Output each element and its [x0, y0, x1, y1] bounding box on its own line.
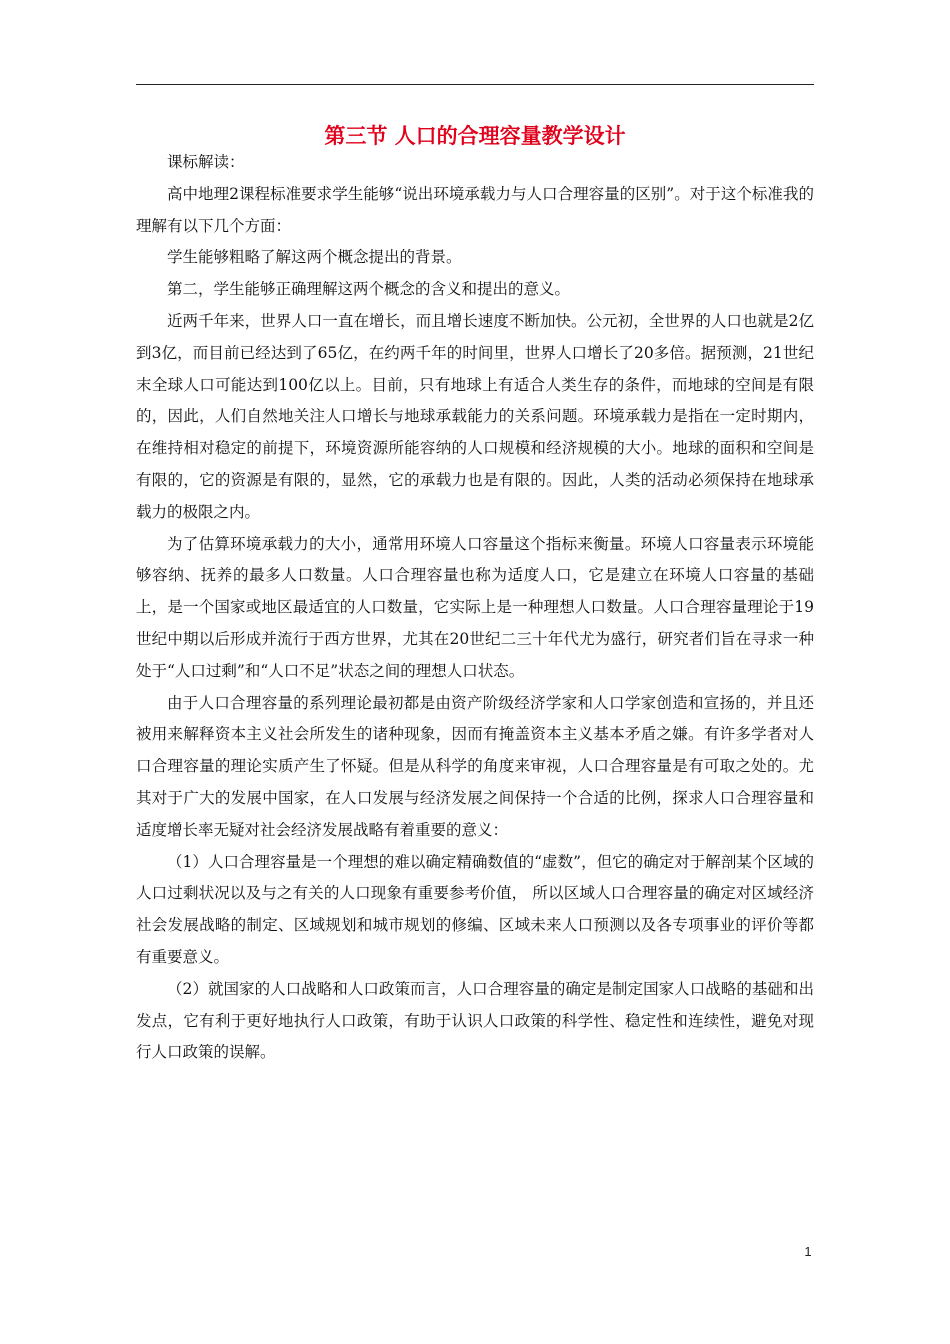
paragraph-theory-significance: 由于人口合理容量的系列理论最初都是由资产阶级经济学家和人口学家创造和宣扬的，并且还被用来解释资本主义社会所发生的诸种现象，因而有掩盖资本主义基本矛盾之嫌。有许多学者对人口合理容量的理论实质产生了怀疑。但是从科学的角度来审视，人口合理容量是有可取之处的。尤其对于广大的发展中国家，在人口发展与经济发展之间保持一个合适的比例，探求人口合理容量和适度增长率无疑对社会经济发展战略有着重要的意义： — [136, 693, 814, 839]
paragraph-item-two: （2）就国家的人口战略和人口政策而言，人口合理容量的确定是制定国家人口战略的基础和出发点，它有利于更好地执行人口政策，有助于认识人口政策的科学性、稳定性和连续性，避免对现行人口政策的误解。 — [136, 979, 814, 1062]
paragraph-point-two: 第二，学生能够正确理解这两个概念的含义和提出的意义。 — [167, 280, 571, 299]
paragraph-population-growth: 近两千年来，世界人口一直在增长，而且增长速度不断加快。公元初，全世界的人口也就是2亿到3亿，而目前已经达到了65亿，在约两千年的时间里，世界人口增长了20多倍。据预测，21世纪末全球人口可能达到100亿以上。目前，只有地球上有适合人类生存的条件，而地球的空间是有限的，因此，人们自然地关注人口增长与地球承载能力的关系问题。环境承载力是指在一定时期内，在维持相对稳定的前提下，环境资源所能容纳的人口规模和经济规模的大小。地球的面积和空间是有限的，它的资源是有限的，显然，它的承载力也是有限的。因此，人类的活动必须保持在地球承载力的极限之内。 — [136, 311, 814, 521]
document-title: 第三节 人口的合理容量教学设计 — [324, 123, 626, 148]
document-body — [136, 147, 814, 1069]
page-number: 1 — [804, 1244, 812, 1259]
paragraph-environment-capacity: 为了估算环境承载力的大小，通常用环境人口容量这个指标来衡量。环境人口容量表示环境能够容纳、抚养的最多人口数量。人口合理容量也称为适度人口，它是建立在环境人口容量的基础上，是一个国家或地区最适宜的人口数量，它实际上是一种理想人口数量。人口合理容量理论于19世纪中期以后形成并流行于西方世界，尤其在20世纪二三十年代尤为盛行，研究者们旨在寻求一种处于“人口过剩”和“人口不足”状态之间的理想人口状态。 — [136, 534, 814, 680]
paragraph-standard-heading: 课标解读： — [167, 153, 245, 171]
paragraph-item-one: （1）人口合理容量是一个理想的难以确定精确数值的“虚数”，但它的确定对于解剖某个区域的人口过剩状况以及与之有关的人口现象有重要参考价值， 所以区域人口合理容量的确定对区域经济社会发展战略的制定、区域规划和城市规划的修编、区域未来人口预测以及各专项事业的评价等都有重要意义。 — [136, 852, 814, 966]
paragraph-standard-requirement: 高中地理2课程标准要求学生能够“说出环境承载力与人口合理容量的区别”。对于这个标准我的理解有以下几个方面： — [136, 184, 814, 235]
header-rule — [136, 84, 814, 85]
paragraph-point-one: 学生能够粗略了解这两个概念提出的背景。 — [167, 248, 462, 267]
